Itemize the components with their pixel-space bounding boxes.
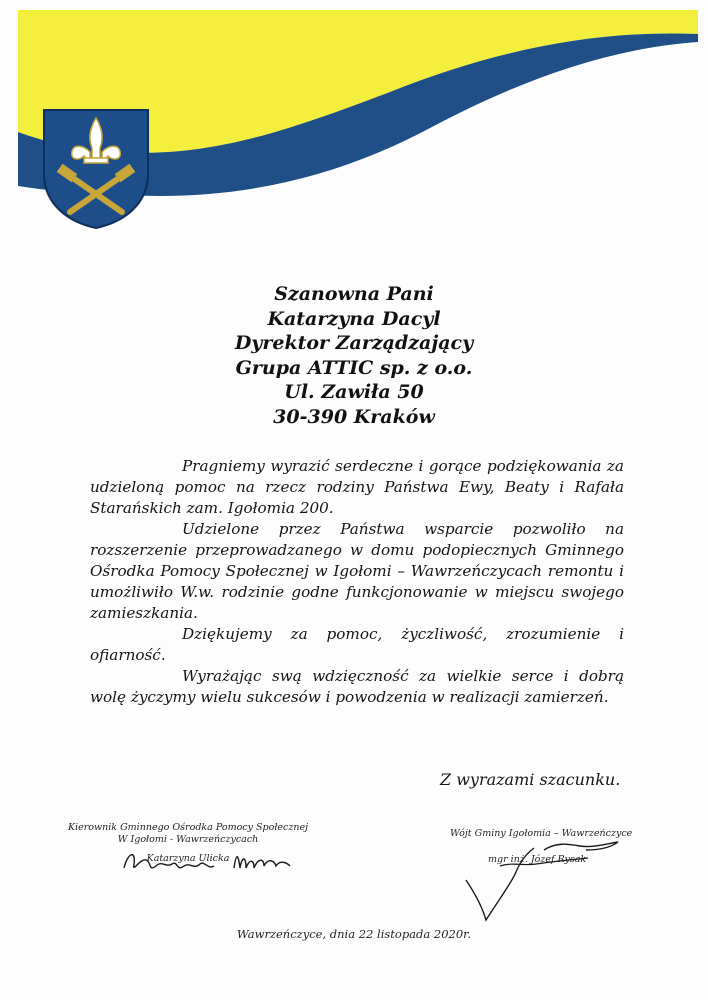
paragraph: Wyrażając swą wdzięczność za wielkie serce i dobrą wolę życzymy wielu sukcesów i powodzenia w realizacji zamierzeń. [90, 667, 624, 706]
signature-left-title-2: W Igołomi - Wawrzeńczycach [117, 833, 259, 845]
paragraph: Udzielone przez Państwa wsparcie pozwoliło na rozszerzenie przeprowadzanego w domu podopiecznych Gminnego Ośrodka Pomocy Społecznej w Igołomi – Wawrzeńczycach remontu i umożliwiło W.w. rodzinie godne funkcjonowanie w miejscu swojego zamieszkania. [90, 520, 624, 622]
paragraph: Dziękujemy za pomoc, życzliwość, zrozumienie i ofiarność. [90, 625, 624, 664]
recipient-name: Katarzyna Dacyl [267, 307, 441, 330]
coat-of-arms-icon [40, 108, 152, 230]
recipient-position: Dyrektor Zarządzający [234, 332, 474, 354]
signature-left-name: Katarzyna Ulicka [146, 853, 230, 864]
date-line: Wawrzeńczyce, dnia 22 listopada 2020r. [236, 927, 472, 941]
recipient-address [0, 282, 708, 429]
handwritten-signature-right [460, 836, 630, 922]
handwritten-signature-left [118, 846, 308, 882]
letter-body [90, 456, 624, 708]
recipient-company: Grupa ATTIC sp. z o.o. [235, 356, 473, 379]
signature-right-title: Wójt Gminy Igołomia – Wawrzeńczyce [450, 828, 633, 839]
paragraph: Pragniemy wyrazić serdeczne i gorące podziękowania za udzieloną pomoc na rzecz rodziny Państwa Ewy, Beaty i Rafała Starańskich zam. Igołomia 200. [90, 457, 624, 517]
closing-line: Z wyrazami szacunku. [440, 770, 621, 789]
signature-left-title-1: Kierownik Gminnego Ośrodka Pomocy Społecznej [68, 822, 309, 833]
recipient-street: Ul. Zawiła 50 [284, 381, 424, 403]
signature-right-name: mgr inż. Józef Rysak [488, 853, 587, 865]
salutation: Szanowna Pani [274, 283, 434, 305]
recipient-city: 30-390 Kraków [273, 405, 435, 428]
